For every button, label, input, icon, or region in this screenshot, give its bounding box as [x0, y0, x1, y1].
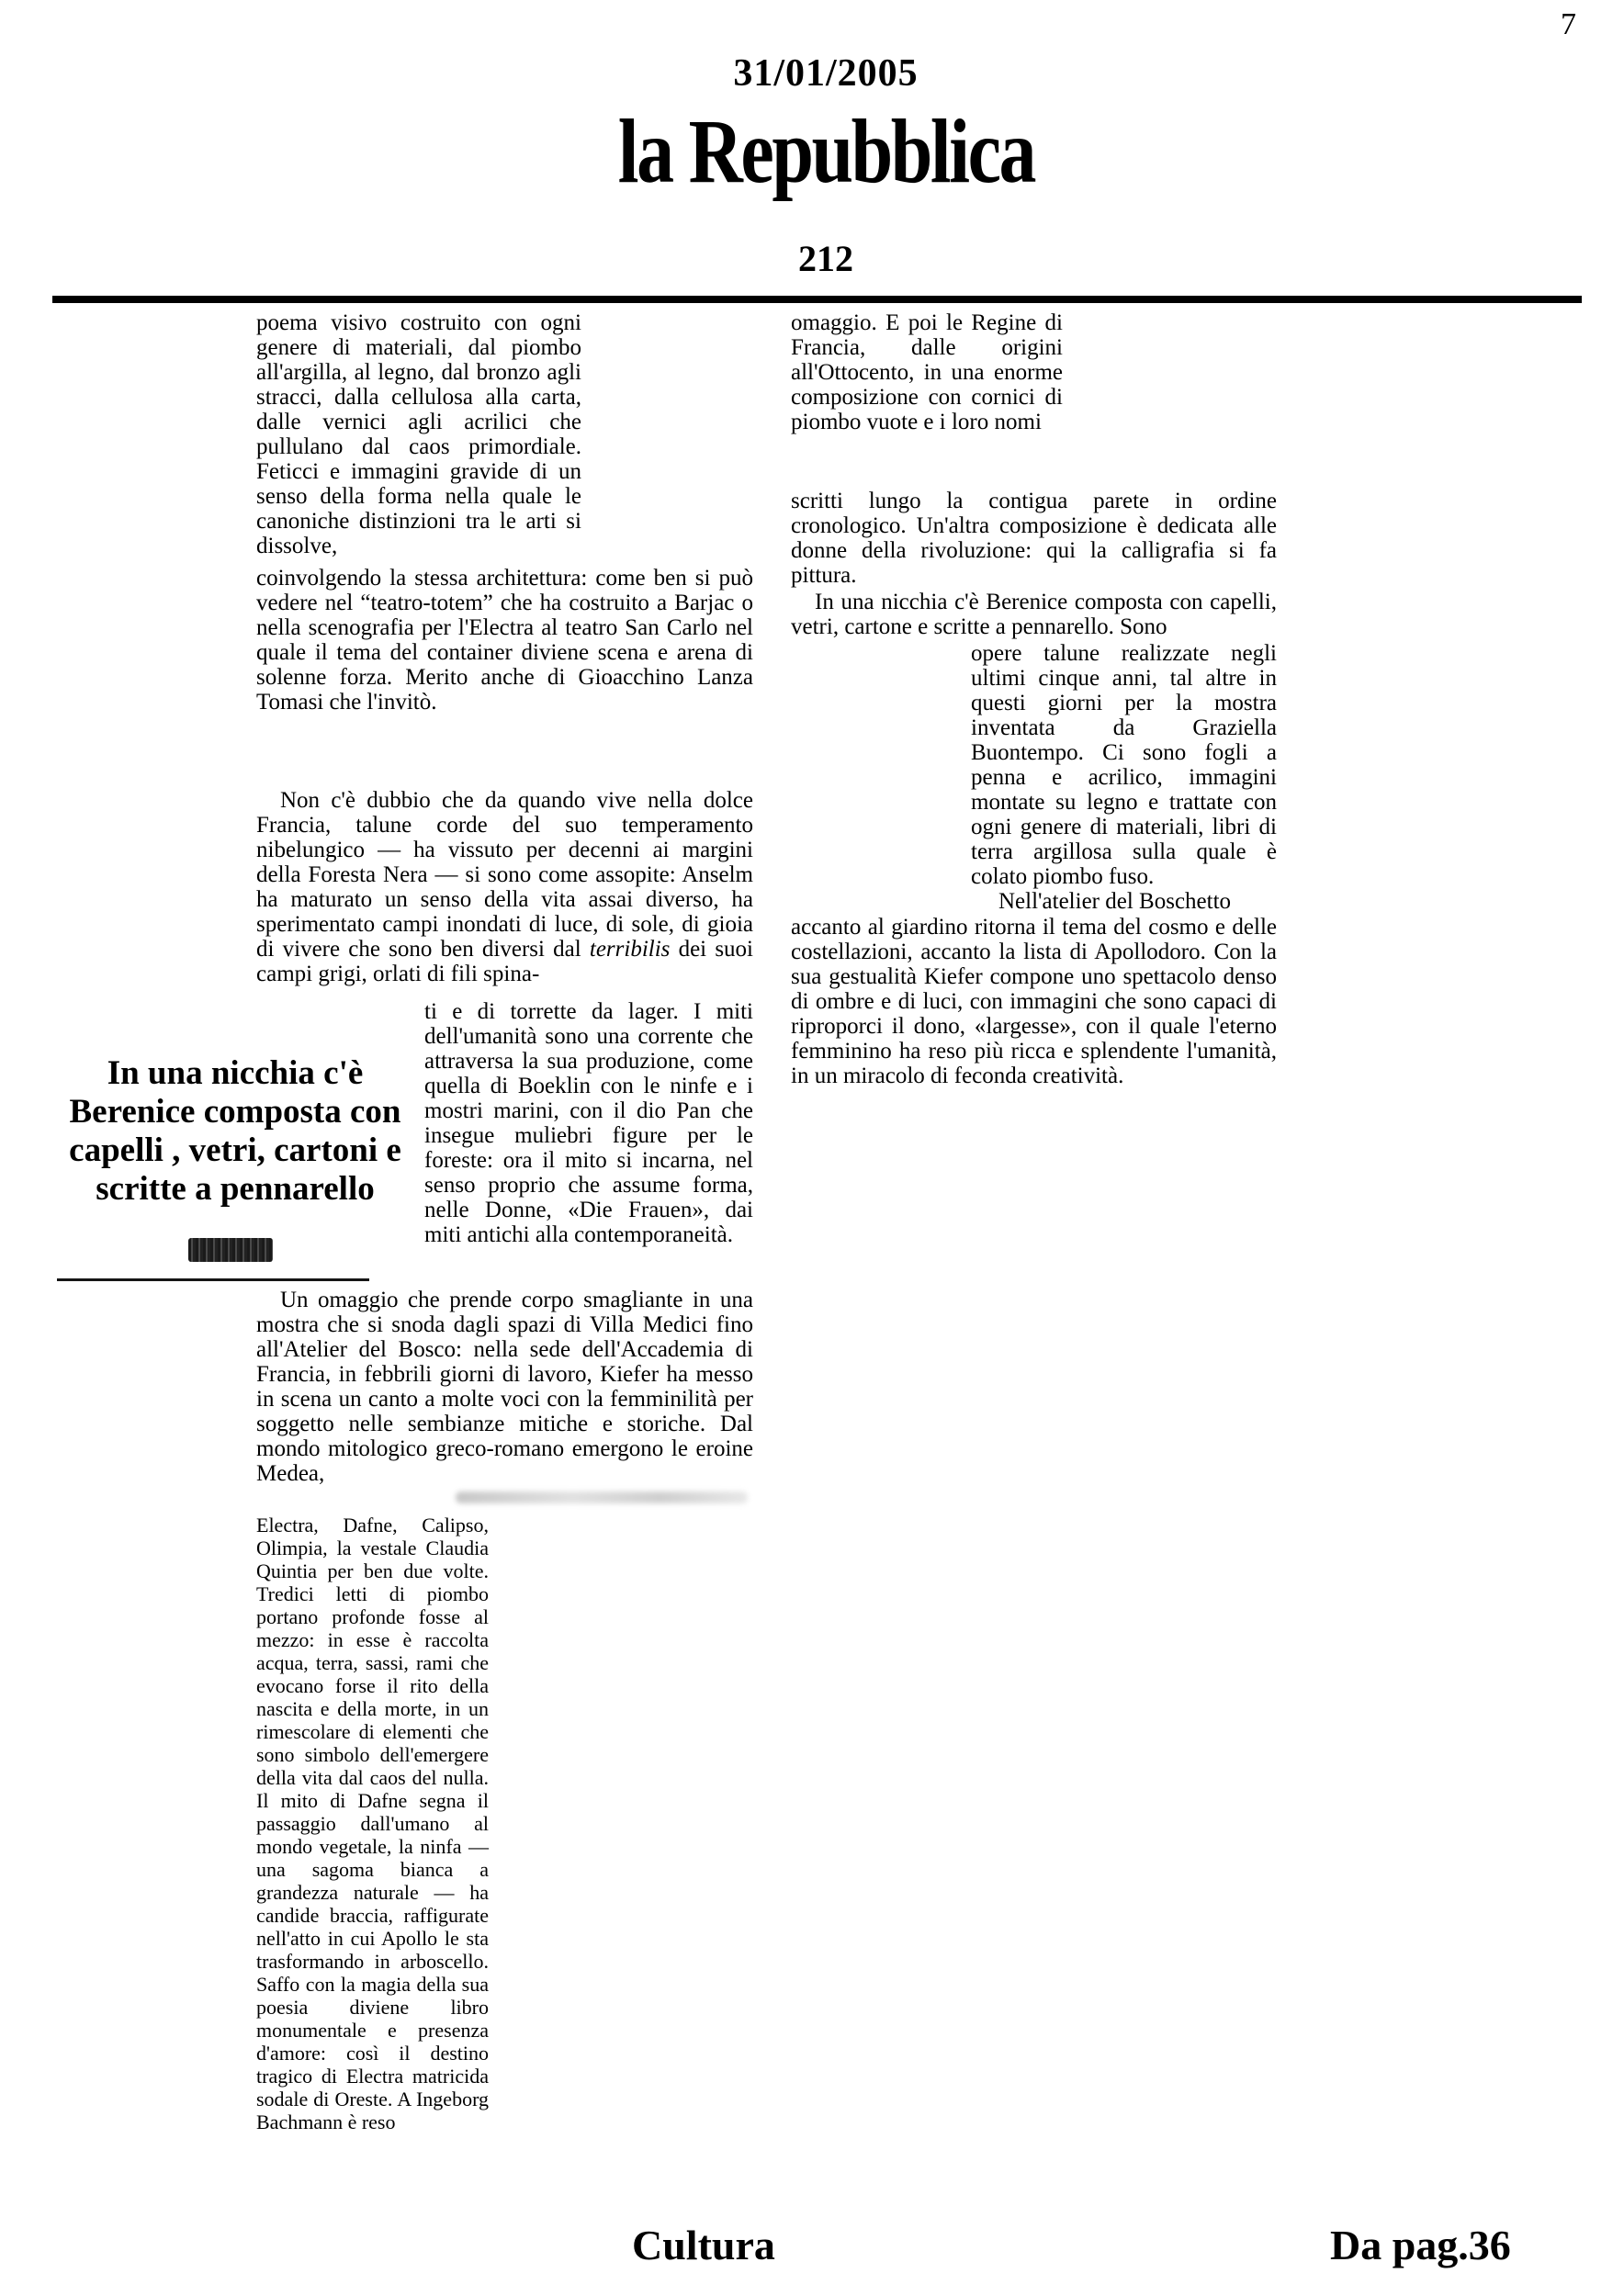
right-column-paragraph-queens: omaggio. E poi le Regine di Francia, dalle origini all'Ottocento, in una enorme composizione con cornici di piombo vuote e i loro nomi: [791, 310, 1063, 434]
pull-quote-line: Berenice composta con: [69, 1093, 401, 1131]
left-column-paragraph-materials: poema visivo costruito con ogni genere di materiali, dal piombo all'argilla, al legno, dal bronzo agli stracci, dalla cellulosa alla carta, dalle vernici agli acrilici che pullulano dal caos primordiale. Feticci e immagini gravide di un senso della forma nella quale le canoniche distinzioni tra le arti si dissolve,: [256, 310, 581, 558]
pull-quote-line: In una nicchia c'è: [107, 1054, 364, 1092]
left-column-paragraph-myths: ti e di torrette da lager. I miti dell'umanità sono una corrente che attraversa la sua produzione, come quella di Boeklin con le ninfe e i mostri marini, con il dio Pan che insegue muliebri figure per le foreste: ora il mito si incarna, nel senso proprio che assume forma, nelle Donne, «Die Frauen», dai miti antichi alla contemporaneità.: [424, 999, 753, 1247]
pull-quote-line: capelli , vetri, cartoni e: [69, 1131, 401, 1169]
left-column-paragraph-france: [256, 788, 753, 986]
left-column-paragraph-homage: Un omaggio che prende corpo smagliante in una mostra che si snoda dagli spazi di Villa Medici fino all'Atelier del Bosco: nella sede dell'Accademia di Francia, in febbrili giorni di lavoro, Kiefer ha messo in scena un canto a molte voci con la femminilità per soggetto nelle sembianze mitiche e storiche. Dal mondo mitologico greco-romano emergono le eroine Medea,: [256, 1288, 753, 1486]
footer-section-label: Cultura: [632, 2222, 775, 2268]
right-column-paragraph-works: opere talune realizzate negli ultimi cinque anni, tal altre in questi giorni per la mostra inventata da Graziella Buontempo. Ci sono fogli a penna e acrilico, immagini montate su legno e trattate con ogni genere di materiali, libri di terra argillosa sulla quale è colato piombo fuso.: [971, 641, 1277, 889]
pull-quote-rule: [57, 1278, 369, 1281]
left-column-paragraph-architecture: coinvolgendo la stessa architettura: come ben si può vedere nel “teatro-totem” che ha costruito a Barjac o nella scenografia per l'Electra al teatro San Carlo nel quale il tema del container diviene scena e arena di solenne forza. Merito anche di Gioacchino Lanza Tomasi che l'invitò.: [256, 566, 753, 715]
pull-quote: [55, 1054, 415, 1209]
right-column-paragraph-cosmos: accanto al giardino ritorna il tema del cosmo e delle costellazioni, accanto la lista di Apollodoro. Con la sua gestualità Kiefer compone uno spettacolo denso di ombre e di luci, con immagini che sono capaci di riproporci il dono, «largesse», con il quale l'eterno femminino ha reso più ricca e splendente l'umanità, in un miracolo di feconda creatività.: [791, 915, 1277, 1088]
right-column-paragraph-atelier-lead: Nell'atelier del Boschetto: [998, 889, 1232, 914]
left-column-paragraph-heroines: Electra, Dafne, Calipso, Olimpia, la vestale Claudia Quintia per ben due volte. Tredici letti di piombo portano profonde fosse al mezzo: in esse è raccolta acqua, terra, sassi, rami che evocano forse il rito della nascita e della morte, in un rimescolare di elementi che sono simbolo dell'emergere della vita dal caos del nulla. Il mito di Dafne segna il passaggio dall'umano al mondo vegetale, la ninfa — una sagoma bianca a grandezza naturale — ha candide braccia, raffigurate nell'atto in cui Apollo le sta trasformando in arboscello. Saffo con la magia della sua poesia diviene libro monumentale e presenza d'amore: così il destino tragico di Electra matricida sodale di Oreste. A Ingeborg Bachmann è reso: [256, 1514, 489, 2133]
paragraph-text: Non c'è dubbio che da quando vive nella dolce Francia, talune corde del suo temperamento nibelungico — ha vissuto per decenni ai margini della Foresta Nera — si sono come assopite: Anselm ha maturato un senso della vita assai diverso, ha sperimentato campi inondati di luce, di sole, di gioia di vivere che sono ben diversi dal: [256, 788, 753, 962]
footer-page-reference: Da pag.36: [1330, 2222, 1511, 2268]
pull-quote-line: scritte a pennarello: [96, 1170, 375, 1208]
right-column-paragraph-niche: In una nicchia c'è Berenice composta con capelli, vetri, cartone e scritte a pennarello. Sono: [791, 590, 1277, 639]
right-column-paragraph-wall: scritti lungo la contigua parete in ordine cronologico. Un'altra composizione è dedicata alle donne della rivoluzione: qui la calligrafia si fa pittura.: [791, 489, 1277, 588]
paragraph-text: dei suoi campi grigi, orlati di fili spina-: [256, 937, 753, 986]
masthead-text: la Repubblica: [617, 100, 1034, 202]
masthead-logo: [28, 100, 1624, 202]
edition-number: 212: [798, 238, 853, 279]
scan-artifact-cutoff-line: [456, 1491, 748, 1503]
issue-date: 31/01/2005: [733, 52, 919, 95]
header-divider-rule: [52, 296, 1582, 303]
italic-term: terribilis: [589, 937, 671, 962]
press-review-page-number: 7: [1561, 7, 1576, 41]
ink-smudge: [188, 1238, 273, 1262]
